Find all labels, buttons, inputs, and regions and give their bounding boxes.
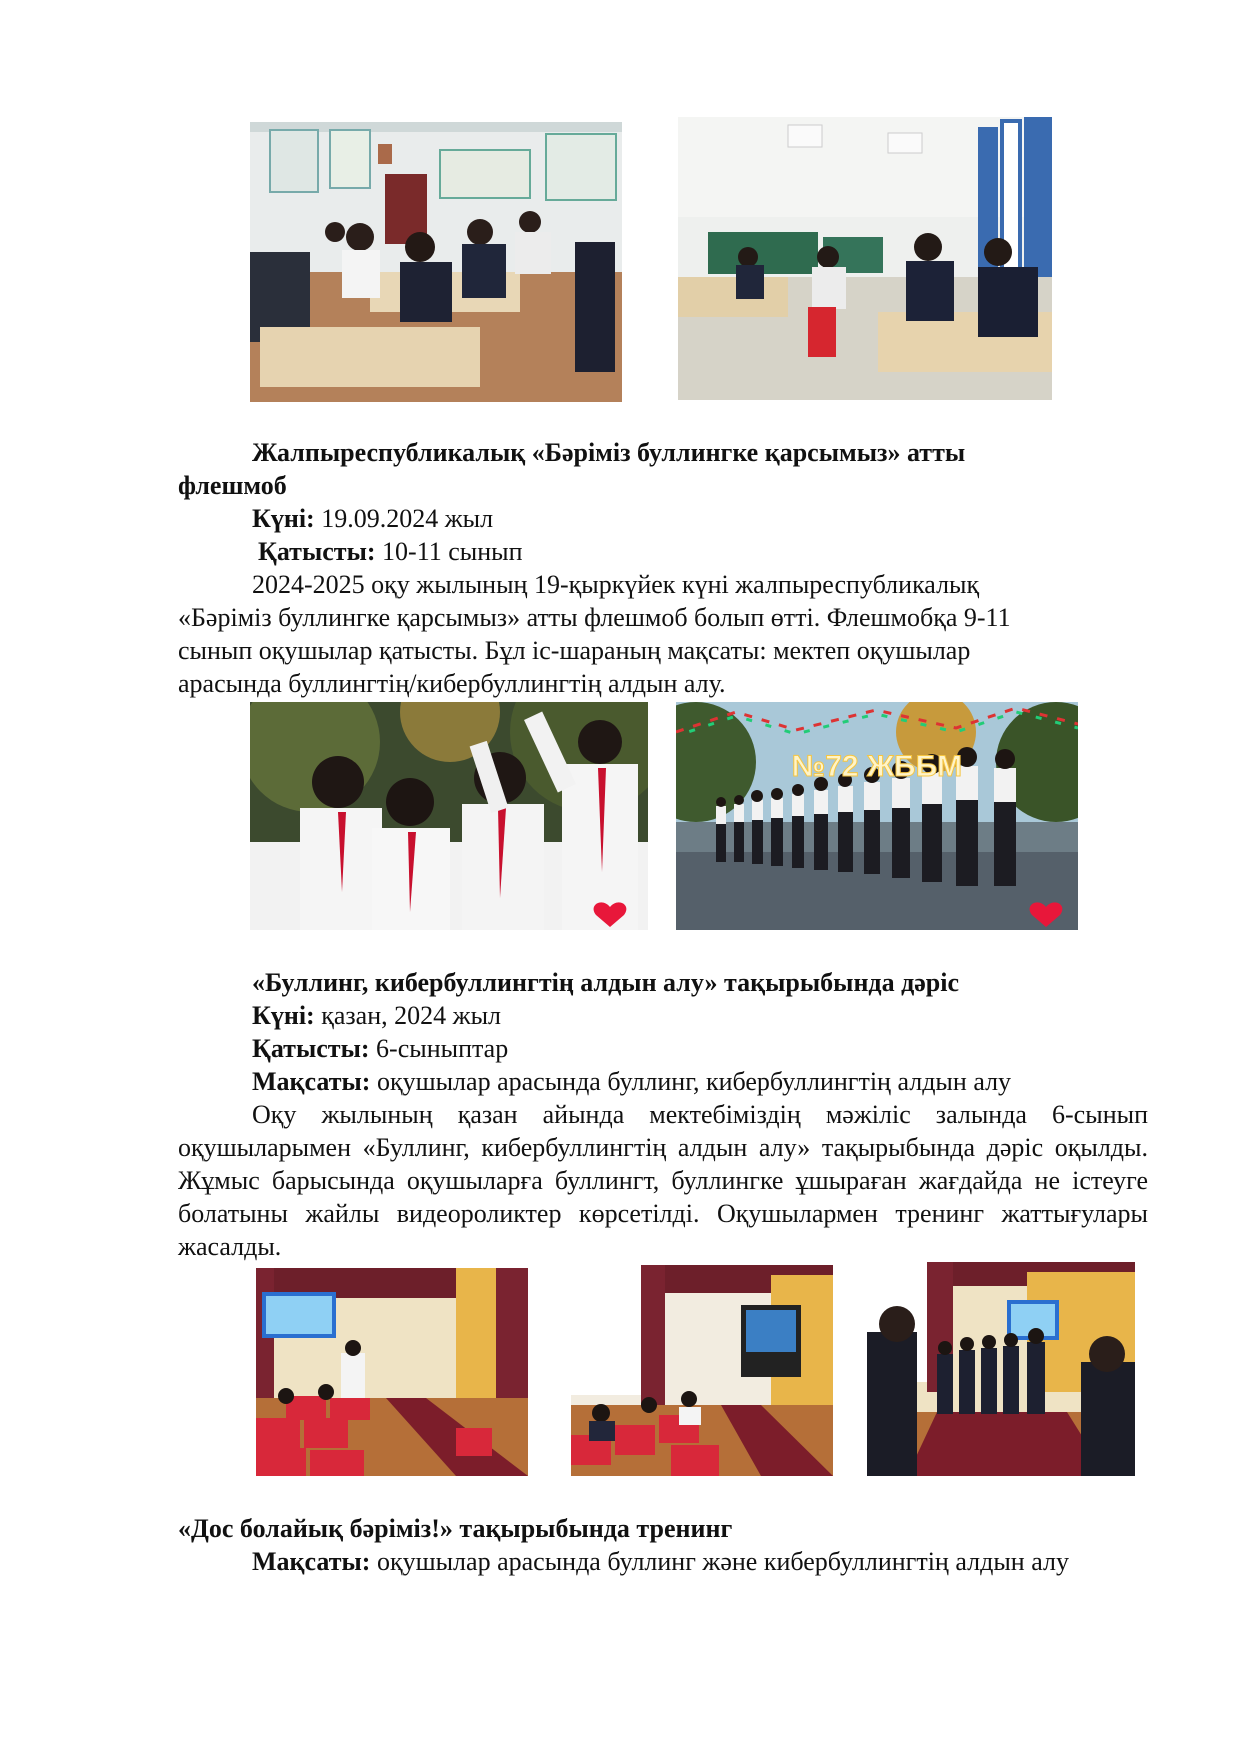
section1-title	[178, 436, 1230, 469]
section1-participants-label: Қатысты:	[258, 537, 376, 566]
flashmob-photo-1	[250, 702, 648, 930]
lecture-photo-1	[256, 1268, 528, 1476]
classroom-photo-1	[250, 122, 622, 402]
section2-participants-value: 6-сыныптар	[369, 1034, 509, 1063]
flashmob-photo-2	[676, 702, 1078, 930]
section3-goal-value: оқушылар арасында буллинг және кибербуллингтің алдын алу	[370, 1547, 1069, 1576]
section1-body-line1: 2024-2025 оқу жылының 19-қыркүйек күні жалпыреспубликалық	[252, 570, 980, 599]
section1-body-line4: арасында буллингтің/кибербуллингтің алдын алу.	[178, 669, 726, 698]
section1-title-cont	[178, 469, 1156, 502]
section1-participants-value: 10-11 сынып	[375, 537, 523, 566]
section2-participants-label: Қатысты:	[252, 1034, 370, 1063]
section3-title: «Дос болайық бәріміз!» тақырыбында тренинг	[178, 1514, 733, 1543]
section2-goal	[178, 1065, 1230, 1098]
section2-participants	[178, 1032, 1230, 1065]
section1-body-line2: «Бәріміз буллингке қарсымыз» атты флешмоб болып өтті. Флешмобқа 9-11	[178, 603, 1011, 632]
section2-goal-value: оқушылар арасында буллинг, кибербуллингтің алдын алу	[370, 1067, 1012, 1096]
section2-date	[178, 999, 1230, 1032]
classroom-photo-2	[678, 117, 1052, 400]
section1-participants	[178, 535, 1236, 568]
flashmob-photo-caption: №72 ЖББМ	[791, 750, 963, 783]
section1-title-line1: Жалпыреспубликалық «Бәріміз буллингке қарсымыз» атты	[252, 438, 966, 467]
section1-date-label: Күні:	[252, 504, 315, 533]
section2-title: «Буллинг, кибербуллингтің алдын алу» тақырыбында дәріс	[252, 968, 959, 997]
section3-goal-label: Мақсаты:	[252, 1547, 371, 1576]
lecture-photo-2	[571, 1265, 833, 1476]
lecture-photo-3	[867, 1262, 1135, 1476]
section1-body-line3: сынып оқушылар қатысты. Бұл іс-шараның мақсаты: мектеп оқушылар	[178, 636, 971, 665]
section2-date-value: қазан, 2024 жыл	[314, 1001, 502, 1030]
section1-body	[178, 568, 1156, 700]
section2-body: Оқу жылының қазан айында мектебіміздің мәжіліс залында 6-сынып оқушыларымен «Буллинг, кибербуллингтің алдын алу» тақырыбында дәріс оқылды. Жұмыс барысында оқушыларға буллингт, буллингке ұшыраған жағдайда не істеуге болатыны жайлы видеороликтер көрсетілді. Оқушылармен тренинг жаттығулары жасалды.	[178, 1100, 1148, 1261]
section1-title-line2: флешмоб	[178, 471, 287, 500]
section2-date-label: Күні:	[252, 1001, 315, 1030]
section1-date-value: 19.09.2024 жыл	[314, 504, 494, 533]
section3-goal	[178, 1545, 1148, 1578]
section2-goal-label: Мақсаты:	[252, 1067, 371, 1096]
section1-date	[178, 502, 1230, 535]
